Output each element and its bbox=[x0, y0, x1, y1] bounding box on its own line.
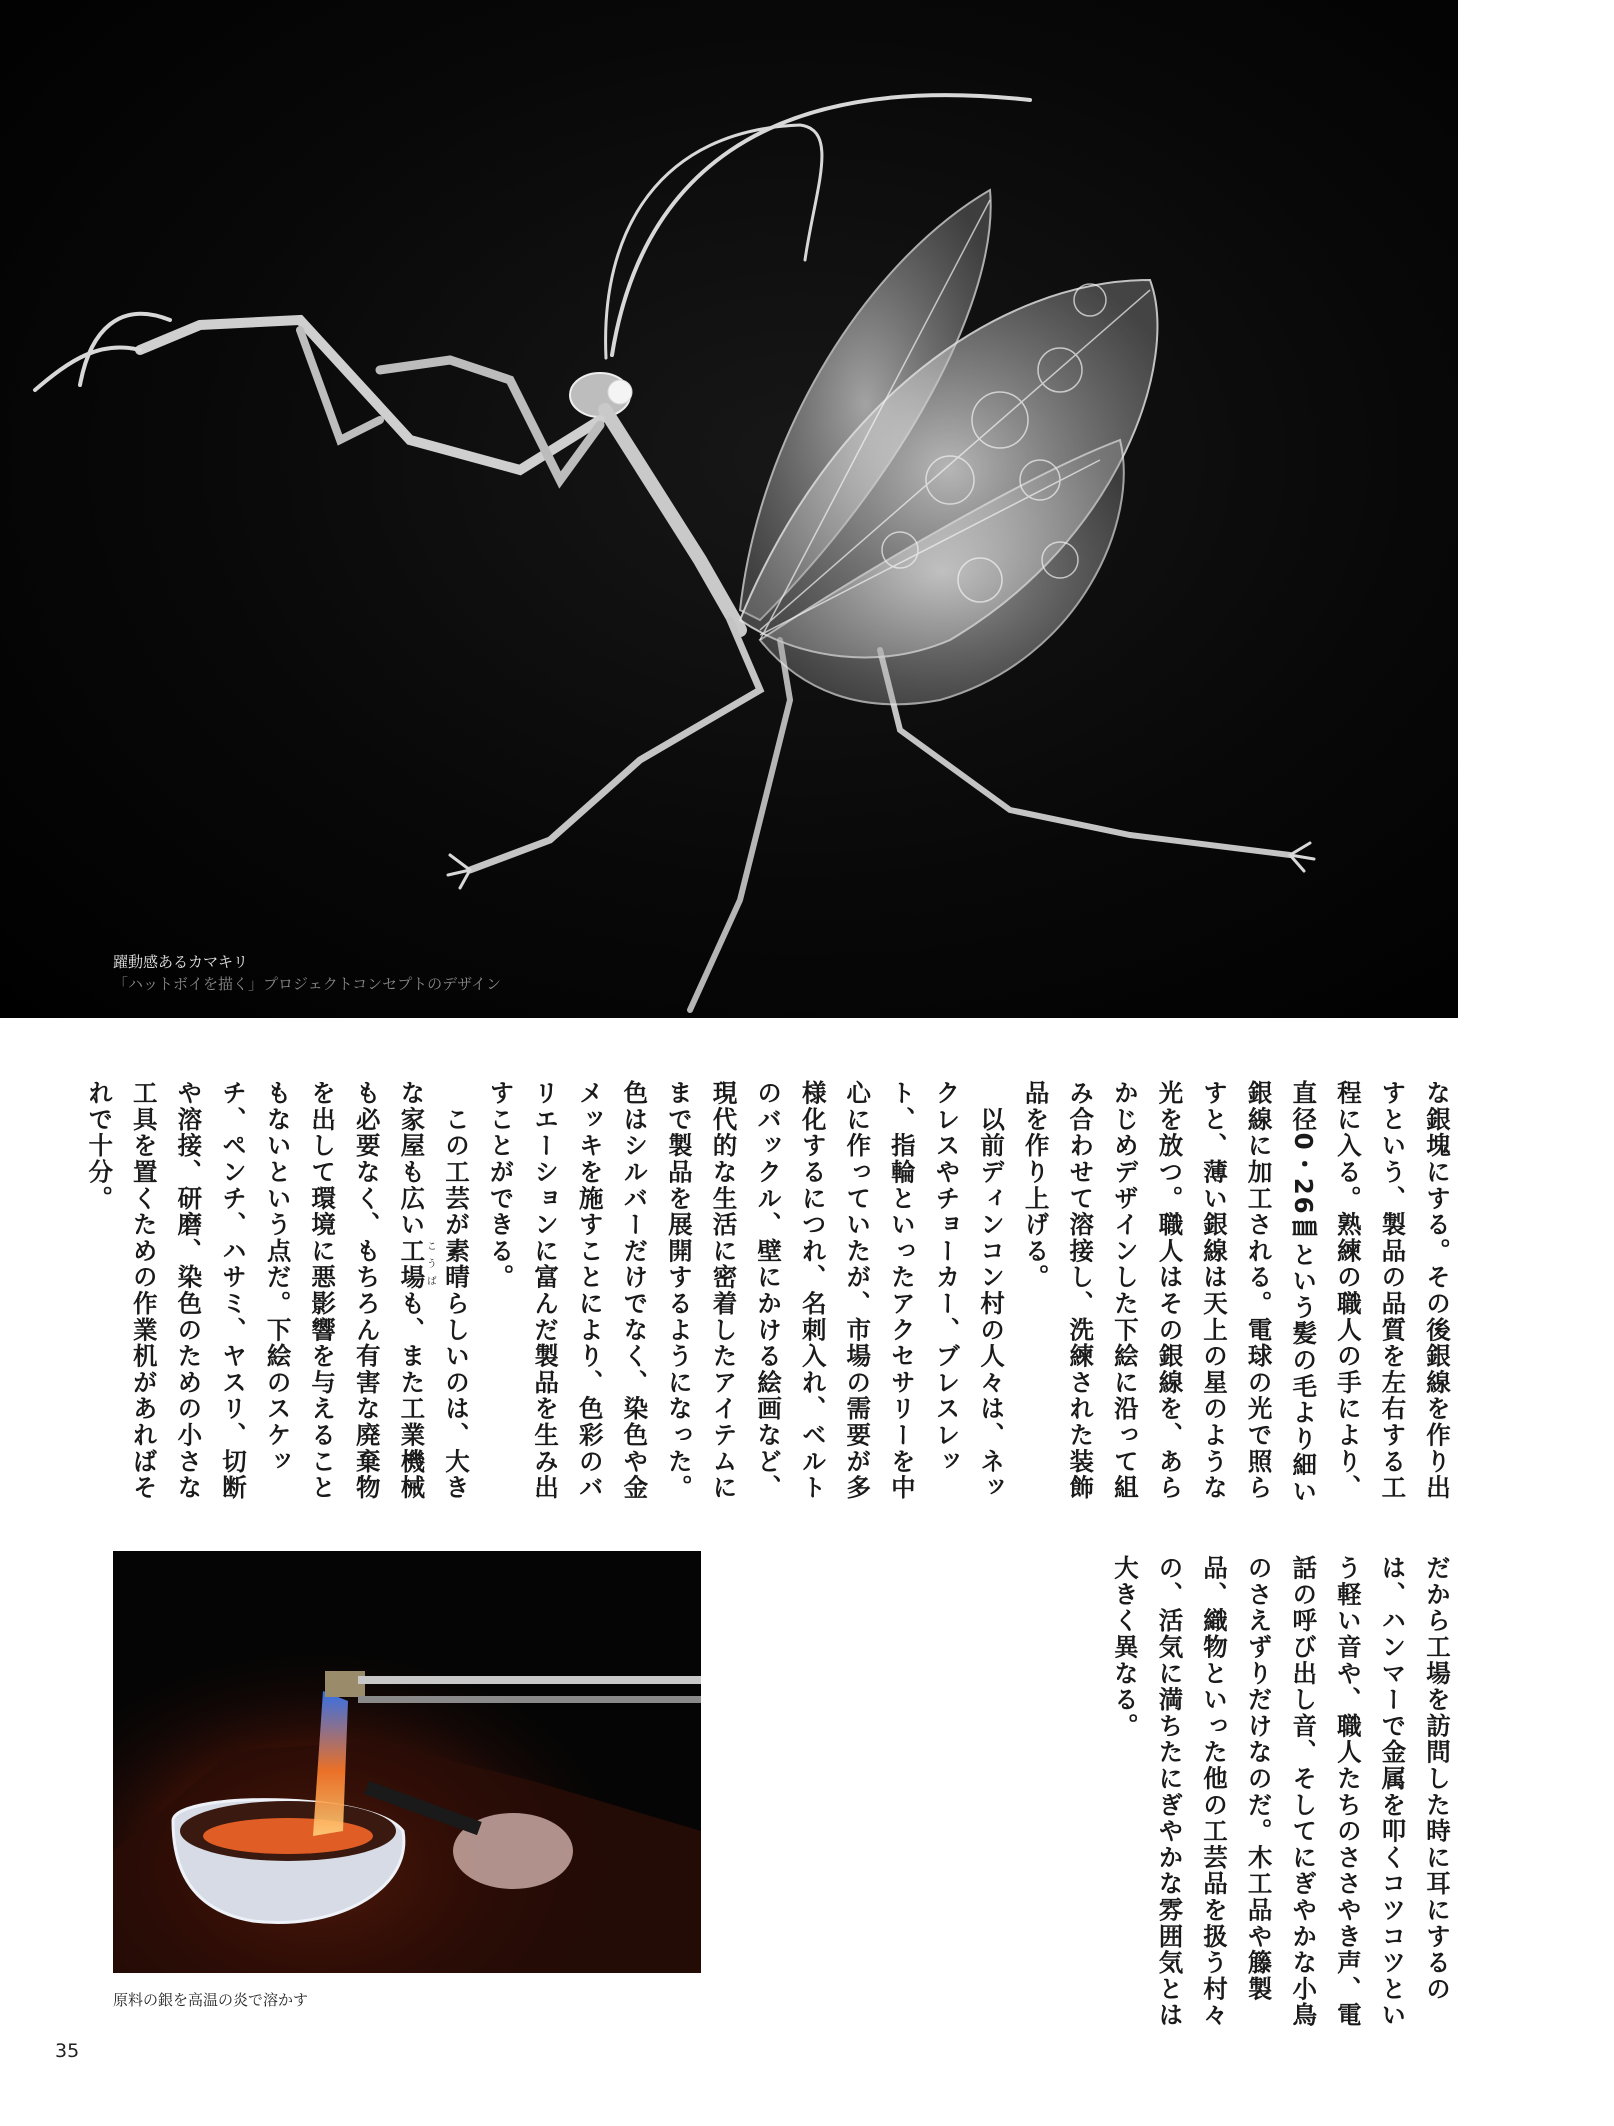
hero-caption-title: 躍動感あるカマキリ bbox=[113, 953, 249, 971]
kouba-reading: こうば bbox=[424, 1237, 436, 1291]
mantis-illustration bbox=[0, 0, 1458, 1018]
kouba-ruby bbox=[397, 1237, 436, 1291]
hero-caption bbox=[113, 952, 501, 996]
kouba-kanji: 工場 bbox=[397, 1237, 427, 1291]
page-number: 35 bbox=[55, 2040, 80, 2062]
article-body-top bbox=[85, 1080, 1459, 1520]
furnace-photo bbox=[113, 1551, 701, 1973]
hero-caption-subtitle: 「ハットボイを描く」プロジェクトコンセプトのデザイン bbox=[113, 974, 502, 993]
furnace-caption: 原料の銀を高温の炎で溶かす bbox=[113, 1991, 309, 2009]
article-body-top-text: な銀塊にする。その後銀線を作り出すという、製品の品質を左右する工程に入る。熟練の職人の手により、直径0・26㎜という髪の毛より細い銀線に加工される。電球の光で照らすと、薄い銀線は天上の星のような光を放つ。職人はその銀線を、あらかじめデザインした下絵に沿って組み合わせて溶接し、洗練された装飾品を作り上げる。 以前ディンコン村の人々は、ネックレスやチョーカー、ブレスレット、指輪といったアクセサリーを中心に作っていたが、市場の需要が多様化するにつれ、名刺入れ、ベルトのバックル、壁にかける絵画など、現代的な生活に密着したアイテムにまで製品を展開するようになった。色はシルバーだけでなく、染色や金メッキを施すことにより、色彩のバリエーションに富んだ製品を生み出すことができる。 この工芸が素晴らしいのは、大きな家屋も広い bbox=[397, 1080, 1452, 1505]
article-body-top-rest: も、また工業機械も必要なく、もちろん有害な廃棄物を出して環境に悪影響を与えることもないという点だ。下絵のスケッチ、ペンチ、ハサミ、ヤスリ、切断や溶接、研磨、染色のための小さな工具を置くための作業机があればそれで十分。 bbox=[85, 1080, 427, 1501]
hero-photo-mantis bbox=[0, 0, 1458, 1018]
furnace-illustration bbox=[113, 1551, 701, 1973]
article-body-bottom: だから工場を訪問した時に耳にするのは、ハンマーで金属を叩くコツコツという軽い音や、職人たちのささやき声、電話の呼び出し音、そしてにぎやかな小鳥のさえずりだけなのだ。木工品や籐製品、織物といった他の工芸品を扱う村々の、活気に満ちたにぎやかな雰囲気とは大きく異なる。 bbox=[1110, 1555, 1452, 2029]
